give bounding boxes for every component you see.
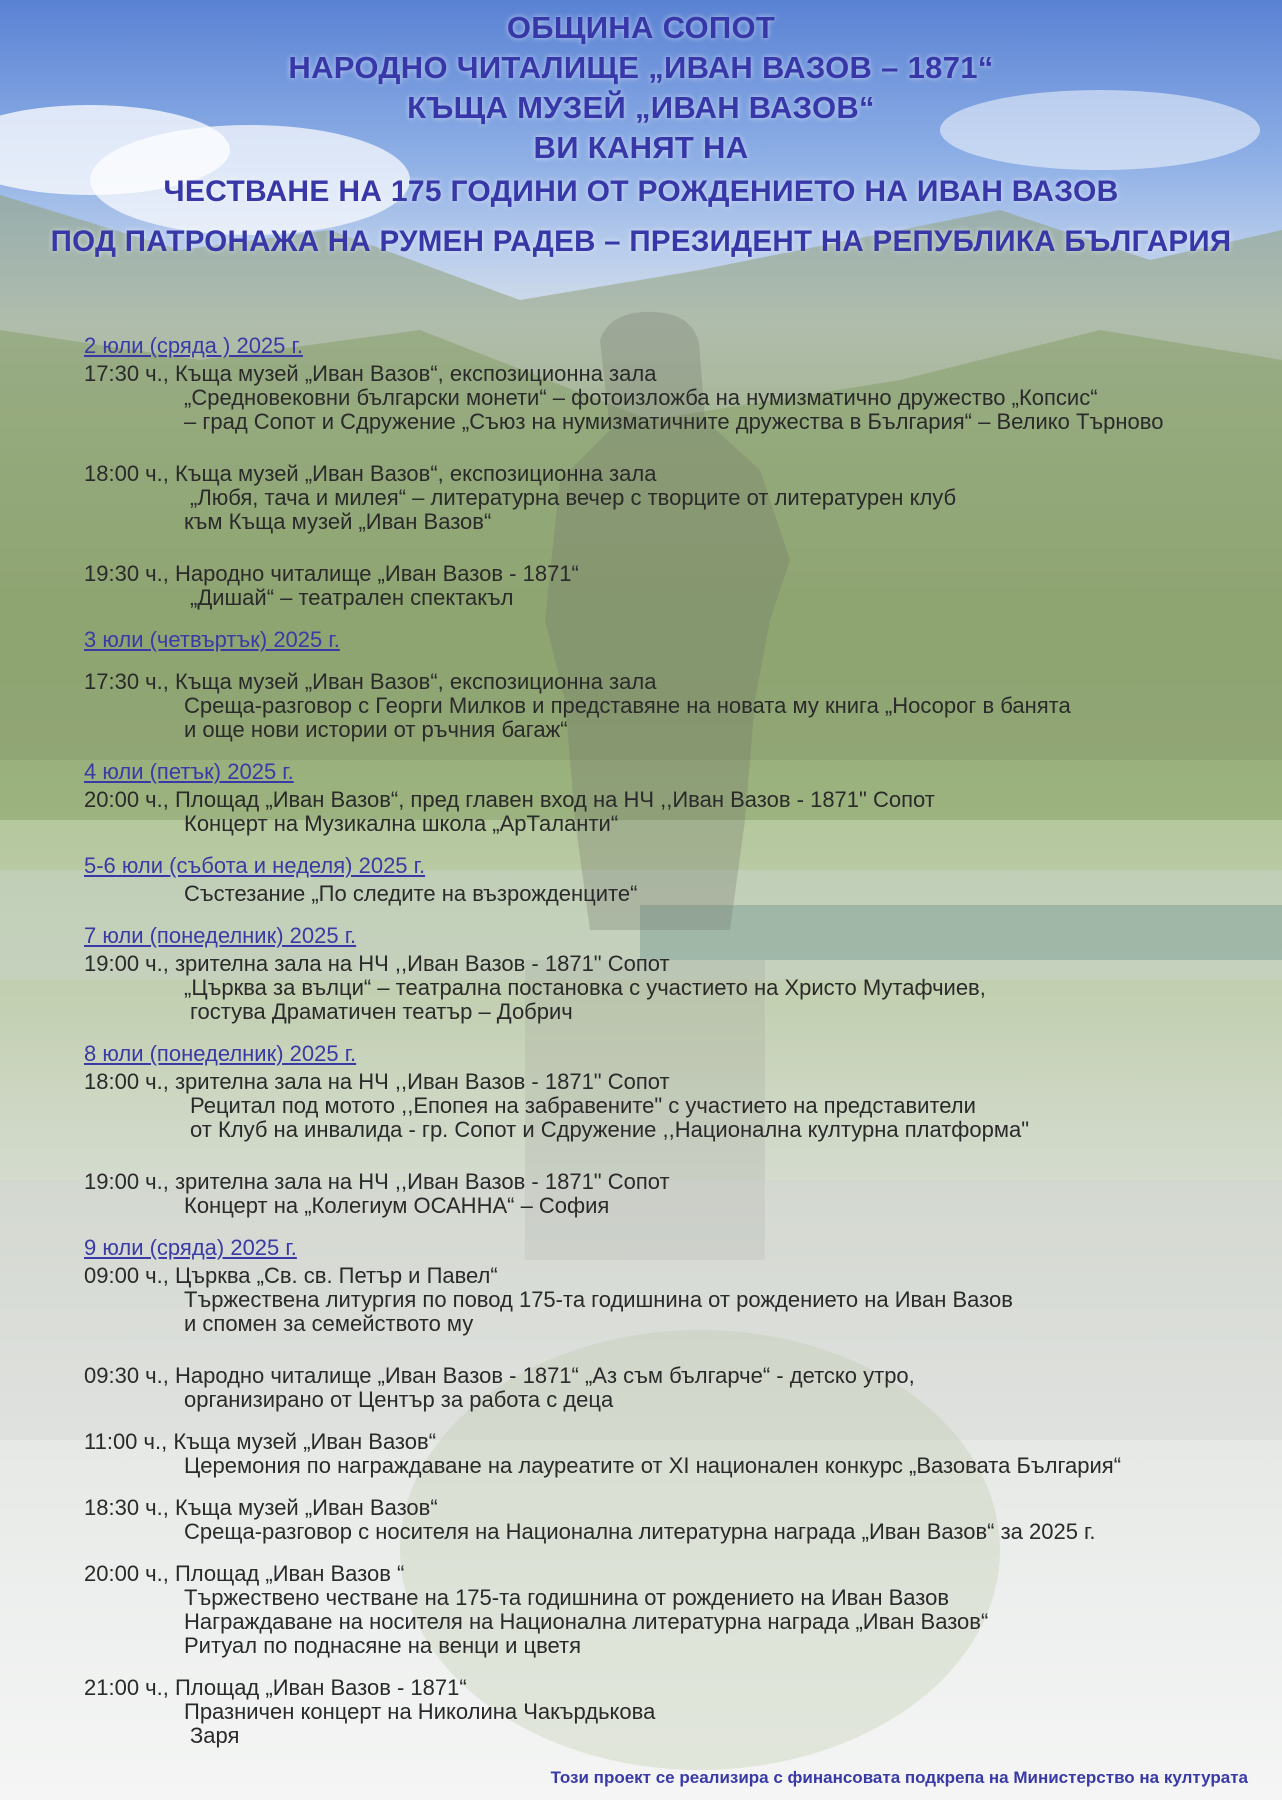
program-schedule [84,330,1254,1748]
program-event [84,670,1254,742]
program-event [84,788,1254,836]
event-main: 09:30 ч., Народно читалище „Иван Вазов - 1871“ „Аз съм българче“ - детско утро, [84,1363,915,1388]
program-event [84,952,1254,1024]
event-detail: към Къща музей „Иван Вазов“ [184,509,492,534]
program-event [84,1562,1254,1658]
event-detail: Заря [190,1723,240,1748]
event-main: 17:30 ч., Къща музей „Иван Вазов“, експозиционна зала [84,361,657,386]
header-municipality: ОБЩИНА СОПОТ [506,10,776,45]
day-date: 7 юли (понеделник) 2025 г. [84,923,357,948]
event-main: 11:00 ч., Къща музей „Иван Вазов“ [84,1429,437,1454]
event-main: 20:00 ч., Площад „Иван Вазов “ [84,1561,405,1586]
program-event [84,1264,1254,1336]
event-detail: от Клуб на инвалида - гр. Сопот и Сдружение ,,Национална културна платформа" [190,1117,1030,1142]
event-main: 18:30 ч., Къща музей „Иван Вазов“ [84,1495,438,1520]
event-detail: Тържествено честване на 175-та годишнина от рождението на Иван Вазов [184,1585,950,1610]
funding-note: Този проект се реализира с финансовата подкрепа на Министерство на културата [550,1768,1248,1787]
program-event [84,562,1254,610]
program-event [84,1070,1254,1142]
event-detail: Тържествена литургия по повод 175-та годишнина от рождението на Иван Вазов [184,1287,1013,1312]
event-detail: – град Сопот и Сдружение „Съюз на нумизматичните дружества в България“ – Велико Търново [184,409,1164,434]
day-date: 5-6 юли (събота и неделя) 2025 г. [84,853,426,878]
event-detail: Рецитал под мотото ,,Епопея на забравените" с участието на представители [190,1093,976,1118]
program-event [84,462,1254,534]
program-event [84,1430,1254,1478]
event-detail: Ритуал по поднасяне на венци и цветя [184,1633,582,1658]
event-detail: Церемония по награждаване на лауреатите от XI национален конкурс „Вазовата България“ [184,1453,1122,1478]
event-main: 19:00 ч., зрителна зала на НЧ ,,Иван Вазов - 1871" Сопот [84,1169,670,1194]
patronage-line: ПОД ПАТРОНАЖА НА РУМЕН РАДЕВ – ПРЕЗИДЕНТ НА РЕПУБЛИКА БЪЛГАРИЯ [50,225,1232,258]
event-main: 18:00 ч., Къща музей „Иван Вазов“, експозиционна зала [84,461,657,486]
event-detail: Концерт на „Колегиум ОСАННА“ – София [184,1193,610,1218]
day-date: 3 юли (четвъртък) 2025 г. [84,627,340,652]
day-date: 2 юли (сряда ) 2025 г. [84,333,303,358]
event-detail: „Любя, тача и милея“ – литературна вечер с творците от литературен клуб [190,485,957,510]
event-main: 21:00 ч., Площад „Иван Вазов - 1871“ [84,1675,467,1700]
event-title: ЧЕСТВАНЕ НА 175 ГОДИНИ ОТ РОЖДЕНИЕТО НА ИВАН ВАЗОВ [163,175,1119,208]
program-event [84,1676,1254,1748]
header-invite: ВИ КАНЯТ НА [533,130,749,165]
program-event [84,1170,1254,1218]
event-detail: и още нови истории от ръчния багаж“ [184,717,568,742]
event-detail: Среща-разговор с Георги Милков и представяне на новата му книга „Носорог в банята [184,693,1071,718]
program-event [84,362,1254,434]
event-main: 09:00 ч., Църква „Св. св. Петър и Павел“ [84,1263,498,1288]
poster-header [0,8,1282,262]
event-main: 18:00 ч., зрителна зала на НЧ ,,Иван Вазов - 1871" Сопот [84,1069,670,1094]
program-event [84,1364,1254,1412]
day-date: 4 юли (петък) 2025 г. [84,759,294,784]
header-community-center: НАРОДНО ЧИТАЛИЩЕ „ИВАН ВАЗОВ – 1871“ [288,50,994,85]
day-date: 8 юли (понеделник) 2025 г. [84,1041,357,1066]
event-main: 20:00 ч., Площад „Иван Вазов“, пред главен вход на НЧ ,,Иван Вазов - 1871" Сопот [84,787,935,812]
program-event [84,1496,1254,1544]
event-detail: Концерт на Музикална школа „АрТаланти“ [184,811,619,836]
event-detail: „Дишай“ – театрален спектакъл [190,585,514,610]
day-date: 9 юли (сряда) 2025 г. [84,1235,297,1260]
header-house-museum: КЪЩА МУЗЕЙ „ИВАН ВАЗОВ“ [407,90,875,125]
event-detail: „Средновековни български монети“ – фотоизложба на нумизматично дружество „Копсис“ [184,385,1098,410]
event-detail: Състезание „По следите на възрожденците“ [184,881,638,906]
event-detail: гостува Драматичен театър – Добрич [190,999,573,1024]
event-detail: Празничен концерт на Николина Чакърдькова [184,1699,656,1724]
event-detail: и спомен за семейството му [184,1311,474,1336]
event-detail: Награждаване на носителя на Национална литературна награда „Иван Вазов“ [184,1609,989,1634]
event-main: 17:30 ч., Къща музей „Иван Вазов“, експозиционна зала [84,669,657,694]
event-main: 19:00 ч., зрителна зала на НЧ ,,Иван Вазов - 1871" Сопот [84,951,670,976]
program-event [84,882,1254,906]
event-detail: „Църква за вълци“ – театрална постановка с участието на Христо Мутафчиев, [184,975,986,1000]
event-detail: Среща-разговор с носителя на Национална литературна награда „Иван Вазов“ за 2025 г. [184,1519,1096,1544]
event-detail: организирано от Център за работа с деца [184,1387,614,1412]
event-main: 19:30 ч., Народно читалище „Иван Вазов - 1871“ [84,561,579,586]
